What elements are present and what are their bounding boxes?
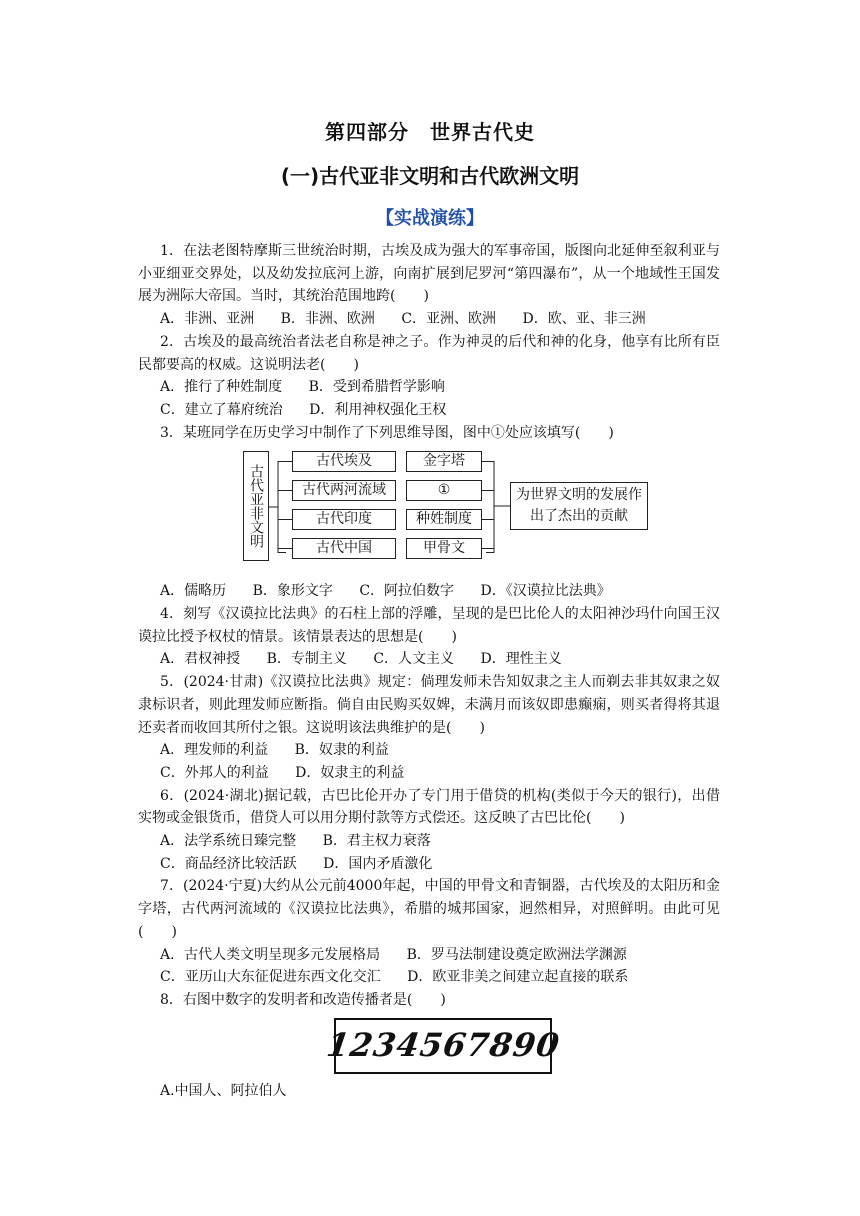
- question-7-options-row2: [138, 966, 720, 989]
- mind-map-result: 为世界文明的发展作出了杰出的贡献: [510, 482, 648, 530]
- question-4-options: [138, 648, 720, 671]
- question-2-options-row1: [138, 376, 720, 399]
- chapter-title: (一)古代亚非文明和古代欧洲文明: [280, 164, 580, 188]
- option-a[interactable]: A.中国人、阿拉伯人: [160, 1082, 287, 1099]
- part-title: 第四部分 世界古代史: [325, 120, 535, 144]
- question-5-stem: 5．(2024·甘肃)《汉谟拉比法典》规定：倘理发师未告知奴隶之主人而剃去非其奴隶之奴隶标识者，则此理发师应断指。倘自由民购买奴婢，未满月而该奴即患癫痫，则买者得将其退还卖者而收回其所付之银。这说明该法典维护的是( ): [138, 674, 720, 736]
- question-3-options: [138, 580, 720, 603]
- question-1-options: [138, 308, 720, 331]
- question-3-stem: 3．某班同学在历史学习中制作了下列思维导图，图中①处应该填写( ): [160, 424, 614, 441]
- numerals-image: [324, 1018, 563, 1074]
- option-b[interactable]: B．非洲、欧洲: [280, 311, 375, 328]
- question-7-options-row1: [138, 944, 720, 967]
- option-d[interactable]: D．利用神权强化王权: [309, 401, 447, 418]
- option-a[interactable]: A．君权神授: [160, 651, 241, 668]
- question-6-options-row1: [138, 830, 720, 853]
- option-c[interactable]: C．亚洲、欧洲: [401, 311, 497, 328]
- mind-map-civilization: 古代埃及: [292, 451, 396, 472]
- option-c[interactable]: C．亚历山大东征促进东西文化交汇: [160, 969, 381, 986]
- mind-map: [138, 448, 720, 566]
- option-a[interactable]: A．儒略历: [160, 583, 227, 600]
- option-b[interactable]: B．君主权力衰落: [322, 833, 431, 850]
- option-a[interactable]: A．理发师的利益: [160, 742, 269, 759]
- mind-map-civilization: 古代中国: [292, 538, 396, 559]
- option-b[interactable]: B．受到希腊哲学影响: [308, 379, 445, 396]
- option-d[interactable]: D．欧亚非美之间建立起直接的联系: [407, 969, 629, 986]
- question-2-options-row2: [138, 399, 720, 422]
- mind-map-civilization: 古代两河流域: [292, 480, 396, 501]
- option-c[interactable]: C．商品经济比较活跃: [160, 855, 297, 872]
- numerals-text: 1234567890: [324, 1026, 563, 1065]
- option-d[interactable]: D．理性主义: [480, 651, 562, 668]
- mind-map-achievement: 种姓制度: [406, 509, 482, 530]
- option-d[interactable]: D．欧、亚、非三洲: [522, 311, 646, 328]
- question-2-stem: 2．古埃及的最高统治者法老自称是神之子。作为神灵的后代和神的化身，他享有比所有臣民都要高的权威。这说明法老( ): [138, 333, 720, 373]
- option-c[interactable]: C．人文主义: [373, 651, 455, 668]
- section-title: 【实战演练】: [376, 208, 484, 229]
- option-d[interactable]: D．《汉谟拉比法典》: [480, 583, 611, 600]
- option-a[interactable]: A．古代人类文明呈现多元发展格局: [160, 946, 381, 963]
- option-a[interactable]: A．法学系统日臻完整: [160, 833, 297, 850]
- question-7-stem: 7．(2024·宁夏)大约从公元前4000年起，中国的甲骨文和青铜器，古代埃及的太阳历和金字塔，古代两河流域的《汉谟拉比法典》，希腊的城邦国家，迥然相异，对照鲜明。由此可见( ): [138, 878, 720, 940]
- option-c[interactable]: C．建立了幕府统治: [160, 401, 283, 418]
- mind-map-root: 古代亚非文明: [243, 451, 269, 561]
- option-a[interactable]: A．推行了种姓制度: [160, 379, 283, 396]
- mind-map-civilization: 古代印度: [292, 509, 396, 530]
- option-d[interactable]: D．国内矛盾激化: [323, 855, 433, 872]
- option-a[interactable]: A．非洲、亚洲: [160, 311, 255, 328]
- question-6-options-row2: [138, 853, 720, 876]
- question-6-stem: 6．(2024·湖北)据记载，古巴比伦开办了专门用于借贷的机构(类似于今天的银行)，出借实物或金银货币，借贷人可以用分期付款等方式偿还。这反映了古巴比伦( ): [138, 787, 720, 827]
- mind-map-achievement: 甲骨文: [406, 538, 482, 559]
- mind-map-achievement: 金字塔: [406, 451, 482, 472]
- question-5-options-row2: [138, 762, 720, 785]
- question-4-stem: 4．刻写《汉谟拉比法典》的石柱上部的浮雕，呈现的是巴比伦人的太阳神沙玛什向国王汉谟拉比授予权杖的情景。该情景表达的思想是( ): [138, 606, 720, 645]
- question-1-stem: 1．在法老图特摩斯三世统治时期，古埃及成为强大的军事帝国，版图向北延伸至叙利亚与小亚细亚交界处，以及幼发拉底河上游，向南扩展到尼罗河“第四瀑布”，从一个地域性王国发展为洲际大帝国。当时，其统治范围地跨( ): [138, 243, 720, 305]
- option-c[interactable]: C．外邦人的利益: [160, 764, 269, 781]
- mind-map-achievement: ①: [406, 480, 482, 501]
- option-b[interactable]: B．罗马法制建设奠定欧洲法学渊源: [406, 946, 627, 963]
- question-8-stem: 8．右图中数字的发明者和改造传播者是( ): [160, 991, 446, 1008]
- question-list: [138, 240, 720, 1102]
- option-c[interactable]: C．阿拉伯数字: [359, 583, 455, 600]
- option-b[interactable]: B．象形文字: [252, 583, 333, 600]
- option-b[interactable]: B．专制主义: [266, 651, 347, 668]
- option-d[interactable]: D．奴隶主的利益: [295, 764, 405, 781]
- option-b[interactable]: B．奴隶的利益: [294, 742, 389, 759]
- question-8-options: [138, 1080, 720, 1103]
- question-5-options-row1: [138, 739, 720, 762]
